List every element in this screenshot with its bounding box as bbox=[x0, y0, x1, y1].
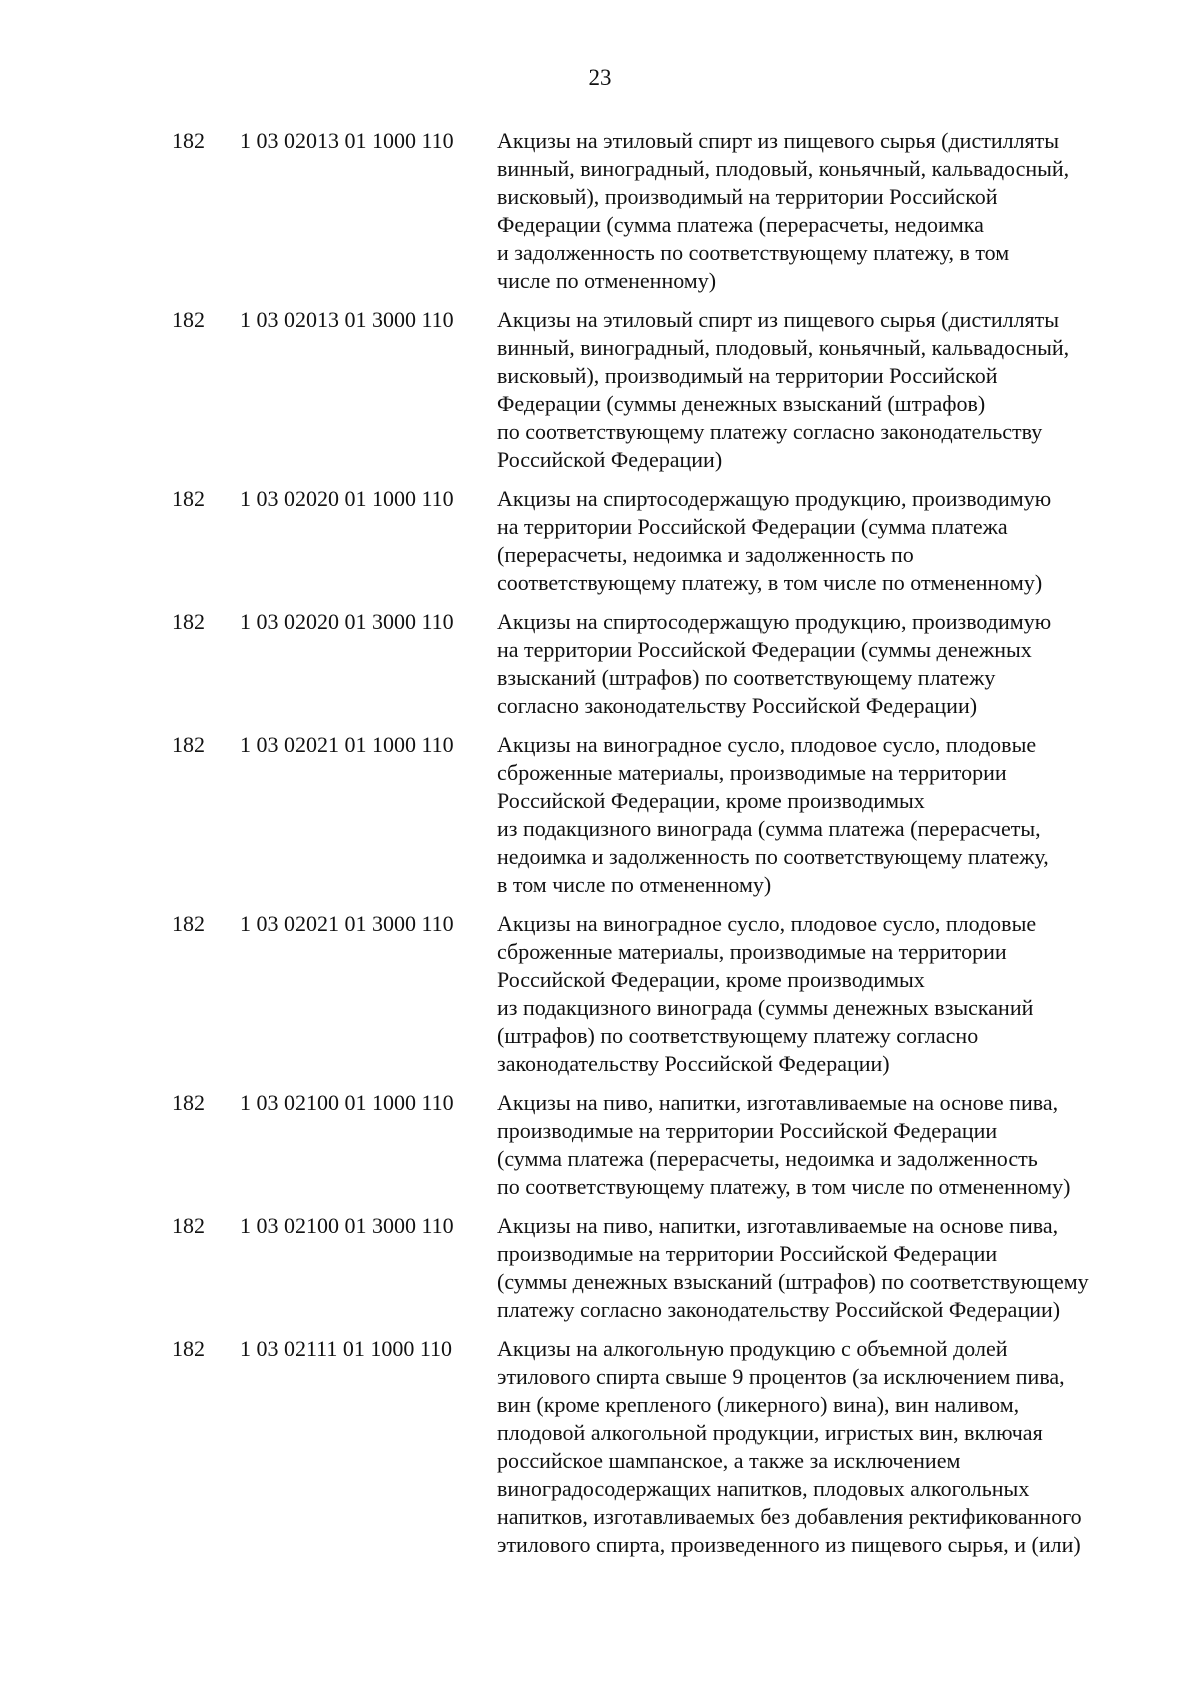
table-row bbox=[0, 608, 1200, 720]
revenue-code: 1 03 02100 01 1000 110 bbox=[240, 1090, 454, 1115]
description-line: Федерации (сумма платежа (перерасчеты, недоимка bbox=[497, 212, 984, 237]
table-row bbox=[0, 731, 1200, 899]
table-row bbox=[0, 485, 1200, 597]
description-line: согласно законодательству Российской Федерации) bbox=[497, 693, 978, 718]
revenue-description bbox=[497, 910, 1137, 1078]
description-line: по соответствующему платежу, в том числе по отмененному) bbox=[497, 1174, 1071, 1199]
description-line: платежу согласно законодательству Российской Федерации) bbox=[497, 1297, 1061, 1322]
revenue-code: 1 03 02111 01 1000 110 bbox=[240, 1336, 453, 1361]
description-line: сброженные материалы, производимые на территории bbox=[497, 760, 1007, 785]
description-line: сброженные материалы, производимые на территории bbox=[497, 939, 1007, 964]
administrator-code: 182 bbox=[172, 307, 205, 332]
revenue-code: 1 03 02020 01 1000 110 bbox=[240, 486, 454, 511]
description-line: законодательству Российской Федерации) bbox=[497, 1051, 890, 1076]
description-line: (суммы денежных взысканий (штрафов) по соответствующему bbox=[497, 1269, 1089, 1294]
table-row bbox=[0, 306, 1200, 474]
description-line: Акцизы на пиво, напитки, изготавливаемые на основе пива, bbox=[497, 1090, 1059, 1115]
description-line: производимые на территории Российской Федерации bbox=[497, 1241, 998, 1266]
description-line: на территории Российской Федерации (сумма платежа bbox=[497, 514, 1008, 539]
description-line: по соответствующему платежу согласно законодательству bbox=[497, 419, 1043, 444]
description-line: Российской Федерации, кроме производимых bbox=[497, 967, 925, 992]
administrator-code: 182 bbox=[172, 1213, 205, 1238]
description-line: числе по отмененному) bbox=[497, 268, 717, 293]
description-line: из подакцизного винограда (сумма платежа (перерасчеты, bbox=[497, 816, 1041, 841]
description-line: российское шампанское, а также за исключением bbox=[497, 1448, 961, 1473]
description-line: и задолженность по соответствующему платежу, в том bbox=[497, 240, 1010, 265]
description-line: Акцизы на виноградное сусло, плодовое сусло, плодовые bbox=[497, 911, 1037, 936]
page-number: 23 bbox=[588, 65, 612, 90]
description-line: висковый), производимый на территории Российской bbox=[497, 363, 998, 388]
administrator-code: 182 bbox=[172, 1090, 205, 1115]
description-line: вин (кроме крепленого (ликерного) вина), вин наливом, bbox=[497, 1392, 1020, 1417]
administrator-code: 182 bbox=[172, 128, 205, 153]
description-line: в том числе по отмененному) bbox=[497, 872, 772, 897]
revenue-description bbox=[497, 1335, 1137, 1559]
description-line: соответствующему платежу, в том числе по отмененному) bbox=[497, 570, 1043, 595]
description-line: виноградосодержащих напитков, плодовых алкогольных bbox=[497, 1476, 1030, 1501]
description-line: Акцизы на пиво, напитки, изготавливаемые на основе пива, bbox=[497, 1213, 1059, 1238]
description-line: на территории Российской Федерации (суммы денежных bbox=[497, 637, 1032, 662]
administrator-code: 182 bbox=[172, 486, 205, 511]
description-line: (штрафов) по соответствующему платежу согласно bbox=[497, 1023, 979, 1048]
description-line: напитков, изготавливаемых без добавления ректификованного bbox=[497, 1504, 1082, 1529]
revenue-description bbox=[497, 306, 1137, 474]
description-line: Акцизы на спиртосодержащую продукцию, производимую bbox=[497, 486, 1052, 511]
revenue-code: 1 03 02020 01 3000 110 bbox=[240, 609, 454, 634]
description-line: плодовой алкогольной продукции, игристых вин, включая bbox=[497, 1420, 1043, 1445]
description-line: Российской Федерации, кроме производимых bbox=[497, 788, 925, 813]
description-line: (сумма платежа (перерасчеты, недоимка и задолженность bbox=[497, 1146, 1038, 1171]
description-line: Российской Федерации) bbox=[497, 447, 723, 472]
administrator-code: 182 bbox=[172, 609, 205, 634]
description-line: из подакцизного винограда (суммы денежных взысканий bbox=[497, 995, 1034, 1020]
table-row bbox=[0, 1335, 1200, 1559]
description-line: этилового спирта, произведенного из пищевого сырья, и (или) bbox=[497, 1532, 1081, 1557]
revenue-description bbox=[497, 127, 1137, 295]
description-line: производимые на территории Российской Федерации bbox=[497, 1118, 998, 1143]
description-line: Федерации (суммы денежных взысканий (штрафов) bbox=[497, 391, 986, 416]
table-row bbox=[0, 127, 1200, 295]
revenue-description bbox=[497, 731, 1137, 899]
description-line: Акцизы на алкогольную продукцию с объемной долей bbox=[497, 1336, 1008, 1361]
revenue-code: 1 03 02013 01 3000 110 bbox=[240, 307, 454, 332]
revenue-code: 1 03 02021 01 3000 110 bbox=[240, 911, 454, 936]
description-line: недоимка и задолженность по соответствующему платежу, bbox=[497, 844, 1049, 869]
revenue-description bbox=[497, 608, 1137, 720]
revenue-description bbox=[497, 1212, 1137, 1324]
description-line: Акцизы на этиловый спирт из пищевого сырья (дистилляты bbox=[497, 128, 1060, 153]
revenue-description bbox=[497, 485, 1137, 597]
revenue-code: 1 03 02013 01 1000 110 bbox=[240, 128, 454, 153]
description-line: (перерасчеты, недоимка и задолженность по bbox=[497, 542, 914, 567]
revenue-description bbox=[497, 1089, 1137, 1201]
table-row bbox=[0, 1089, 1200, 1201]
description-line: винный, виноградный, плодовый, коньячный, кальвадосный, bbox=[497, 335, 1070, 360]
administrator-code: 182 bbox=[172, 732, 205, 757]
administrator-code: 182 bbox=[172, 911, 205, 936]
description-line: Акцизы на этиловый спирт из пищевого сырья (дистилляты bbox=[497, 307, 1060, 332]
description-line: винный, виноградный, плодовый, коньячный, кальвадосный, bbox=[497, 156, 1070, 181]
table-row bbox=[0, 1212, 1200, 1324]
description-line: висковый), производимый на территории Российской bbox=[497, 184, 998, 209]
revenue-code: 1 03 02100 01 3000 110 bbox=[240, 1213, 454, 1238]
description-line: взысканий (штрафов) по соответствующему платежу bbox=[497, 665, 996, 690]
table-row bbox=[0, 910, 1200, 1078]
description-line: этилового спирта свыше 9 процентов (за исключением пива, bbox=[497, 1364, 1065, 1389]
classification-table bbox=[0, 127, 1200, 1570]
description-line: Акцизы на виноградное сусло, плодовое сусло, плодовые bbox=[497, 732, 1037, 757]
administrator-code: 182 bbox=[172, 1336, 205, 1361]
revenue-code: 1 03 02021 01 1000 110 bbox=[240, 732, 454, 757]
description-line: Акцизы на спиртосодержащую продукцию, производимую bbox=[497, 609, 1052, 634]
